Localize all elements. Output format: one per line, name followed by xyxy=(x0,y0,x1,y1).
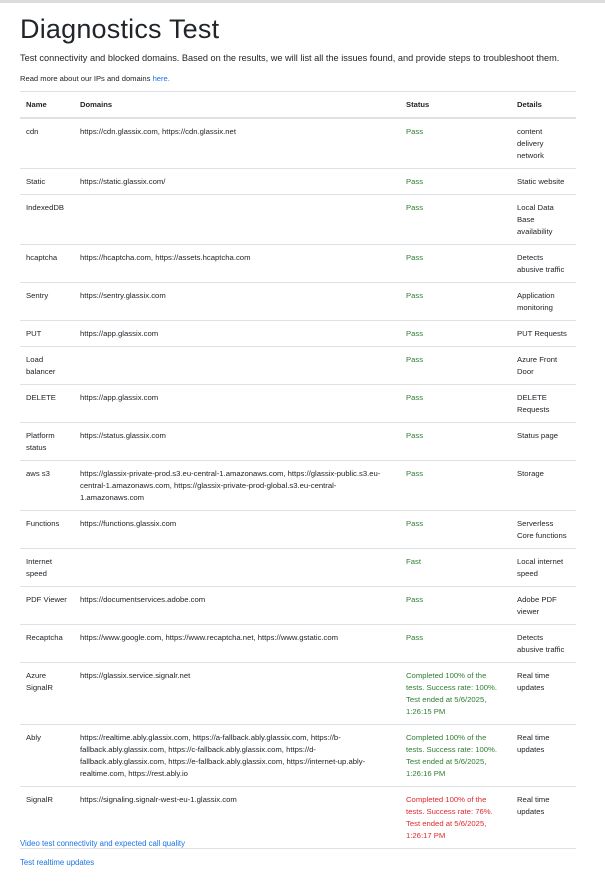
cell-details: Adobe PDF viewer xyxy=(511,587,576,625)
cell-name: hcaptcha xyxy=(20,245,74,283)
table-row xyxy=(20,347,576,385)
cell-details: Real time updates xyxy=(511,725,576,787)
cell-status: Pass xyxy=(400,195,511,245)
cell-domains: https://www.google.com, https://www.recaptcha.net, https://www.gstatic.com xyxy=(74,625,400,663)
cell-domains xyxy=(74,195,400,245)
diagnostics-page xyxy=(20,0,576,867)
table-row xyxy=(20,549,576,587)
cell-status: Pass xyxy=(400,423,511,461)
cell-details: Real time updates xyxy=(511,663,576,725)
cell-domains: https://sentry.glassix.com xyxy=(74,283,400,321)
cell-domains: https://glassix-private-prod.s3.eu-central-1.amazonaws.com, https://glassix-public.s3.eu-central-1.amazonaws.com, https://glassix-private-prod-global.s3.eu-central-1.amazonaws.com xyxy=(74,461,400,511)
table-row xyxy=(20,321,576,347)
table-row xyxy=(20,283,576,321)
cell-domains: https://app.glassix.com xyxy=(74,321,400,347)
table-row xyxy=(20,385,576,423)
cell-details: Application monitoring xyxy=(511,283,576,321)
cell-status: Pass xyxy=(400,245,511,283)
cell-domains: https://hcaptcha.com, https://assets.hcaptcha.com xyxy=(74,245,400,283)
table-row xyxy=(20,245,576,283)
table-row xyxy=(20,511,576,549)
cell-details: Detects abusive traffic xyxy=(511,625,576,663)
cell-status: Fast xyxy=(400,549,511,587)
cell-status: Pass xyxy=(400,587,511,625)
cell-details: Serverless Core functions xyxy=(511,511,576,549)
cell-domains: https://status.glassix.com xyxy=(74,423,400,461)
cell-domains: https://documentservices.adobe.com xyxy=(74,587,400,625)
cell-status: Completed 100% of the tests. Success rate: 100%. Test ended at 5/6/2025, 1:26:16 PM xyxy=(400,725,511,787)
video-test-link[interactable]: Video test connectivity and expected call quality xyxy=(20,839,185,848)
cell-details: PUT Requests xyxy=(511,321,576,347)
cell-status: Pass xyxy=(400,385,511,423)
cell-name: IndexedDB xyxy=(20,195,74,245)
cell-status: Pass xyxy=(400,321,511,347)
cell-status: Pass xyxy=(400,347,511,385)
table-row xyxy=(20,587,576,625)
cell-domains: https://realtime.ably.glassix.com, https://a-fallback.ably.glassix.com, https://b-fallback.ably.glassix.com, https://c-fallback.ably.glassix.com, https://d-fallback.ably.glassix.com, https://e-fallback.ably.glassix.com, https://internet-up.ably-realtime.com, https://rest.ably.io xyxy=(74,725,400,787)
cell-name: cdn xyxy=(20,118,74,169)
cell-name: Azure SignalR xyxy=(20,663,74,725)
realtime-test-link[interactable]: Test realtime updates xyxy=(20,858,95,867)
cell-details: Static website xyxy=(511,169,576,195)
cell-name: PDF Viewer xyxy=(20,587,74,625)
cell-status: Completed 100% of the tests. Success rate: 76%. Test ended at 5/6/2025, 1:26:17 PM xyxy=(400,787,511,849)
table-row xyxy=(20,169,576,195)
cell-details: Storage xyxy=(511,461,576,511)
header-details: Details xyxy=(511,92,576,119)
cell-details: Real time updates xyxy=(511,787,576,849)
cell-status: Pass xyxy=(400,625,511,663)
cell-name: Internet speed xyxy=(20,549,74,587)
cell-name: Recaptcha xyxy=(20,625,74,663)
cell-name: Functions xyxy=(20,511,74,549)
readmore-link[interactable]: here. xyxy=(152,74,170,83)
header-status: Status xyxy=(400,92,511,119)
cell-domains xyxy=(74,347,400,385)
table-row xyxy=(20,625,576,663)
cell-name: Platform status xyxy=(20,423,74,461)
table-row xyxy=(20,663,576,725)
cell-name: Static xyxy=(20,169,74,195)
cell-domains xyxy=(74,549,400,587)
cell-details: Local internet speed xyxy=(511,549,576,587)
cell-domains: https://glassix.service.signalr.net xyxy=(74,663,400,725)
cell-name: Sentry xyxy=(20,283,74,321)
readmore-text: Read more about our IPs and domains xyxy=(20,74,151,83)
cell-domains: https://app.glassix.com xyxy=(74,385,400,423)
cell-status: Pass xyxy=(400,461,511,511)
table-row xyxy=(20,461,576,511)
table-header-row xyxy=(20,92,576,119)
cell-domains: https://static.glassix.com/ xyxy=(74,169,400,195)
cell-details: content delivery network xyxy=(511,118,576,169)
cell-domains: https://signaling.signalr-west-eu-1.glassix.com xyxy=(74,787,400,849)
table-row xyxy=(20,423,576,461)
cell-domains: https://cdn.glassix.com, https://cdn.glassix.net xyxy=(74,118,400,169)
table-row xyxy=(20,725,576,787)
cell-details: Local Data Base availability xyxy=(511,195,576,245)
table-row xyxy=(20,118,576,169)
cell-details: Status page xyxy=(511,423,576,461)
cell-status: Completed 100% of the tests. Success rate: 100%. Test ended at 5/6/2025, 1:26:15 PM xyxy=(400,663,511,725)
cell-name: PUT xyxy=(20,321,74,347)
header-domains: Domains xyxy=(74,92,400,119)
cell-name: SignalR xyxy=(20,787,74,849)
cell-status: Pass xyxy=(400,511,511,549)
header-name: Name xyxy=(20,92,74,119)
cell-name: DELETE xyxy=(20,385,74,423)
cell-domains: https://functions.glassix.com xyxy=(74,511,400,549)
cell-details: DELETE Requests xyxy=(511,385,576,423)
cell-status: Pass xyxy=(400,169,511,195)
cell-status: Pass xyxy=(400,283,511,321)
table-row xyxy=(20,195,576,245)
cell-details: Azure Front Door xyxy=(511,347,576,385)
cell-name: Load balancer xyxy=(20,347,74,385)
cell-name: aws s3 xyxy=(20,461,74,511)
diagnostics-table xyxy=(20,91,576,849)
readmore-line xyxy=(20,73,576,85)
page-title: Diagnostics Test xyxy=(20,14,220,44)
cell-details: Detects abusive traffic xyxy=(511,245,576,283)
cell-status: Pass xyxy=(400,118,511,169)
cell-name: Ably xyxy=(20,725,74,787)
intro-text: Test connectivity and blocked domains. Based on the results, we will list all the issues found, and provide steps to troubleshoot them. xyxy=(20,53,560,63)
